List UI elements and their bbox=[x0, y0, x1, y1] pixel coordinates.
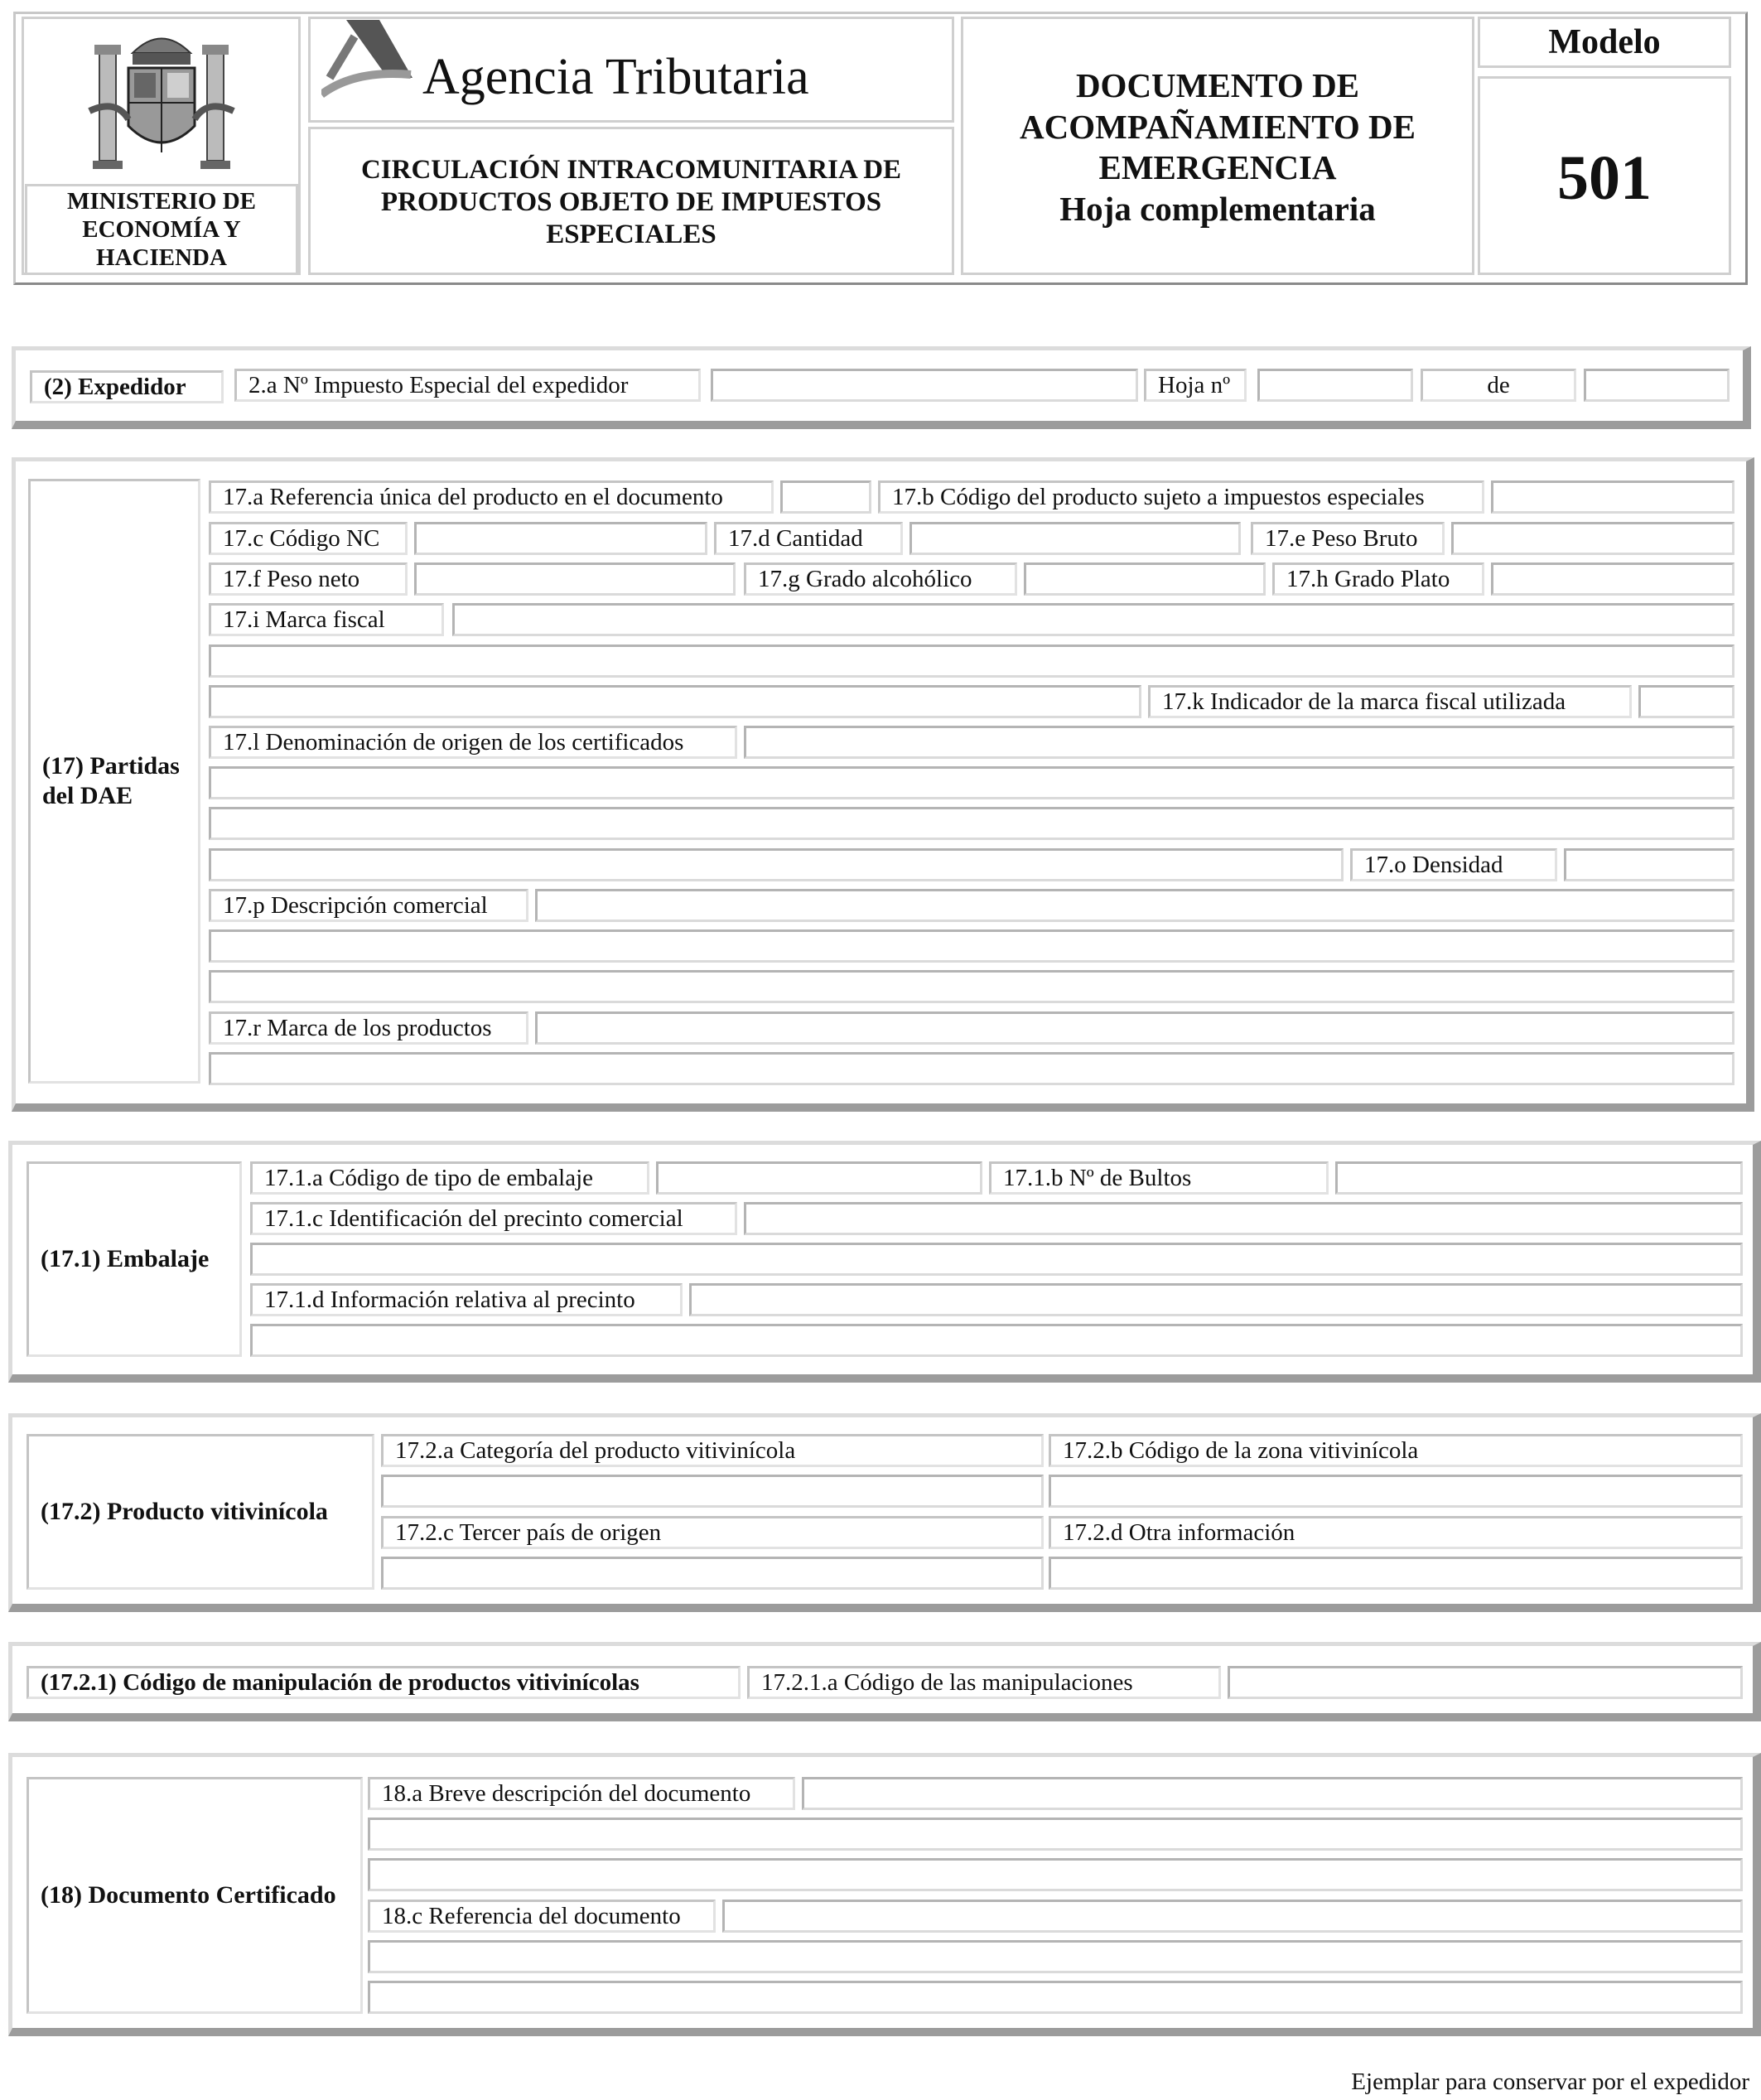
f17k-input[interactable] bbox=[1638, 685, 1734, 718]
subtitle: CIRCULACIÓN INTRACOMUNITARIA DE PRODUCTOS OBJETO DE IMPUESTOS ESPECIALES bbox=[360, 155, 902, 249]
documento-section-label: (18) Documento Certificado bbox=[27, 1777, 363, 2014]
modelo-number: 501 bbox=[1557, 143, 1652, 213]
f18a-input-line2[interactable] bbox=[368, 1818, 1743, 1851]
f17i-input[interactable] bbox=[452, 603, 1734, 636]
f18a-input-line3[interactable] bbox=[368, 1858, 1743, 1891]
f17l-label: 17.l Denominación de origen de los certificados bbox=[209, 726, 737, 759]
f172d-label: 17.2.d Otra información bbox=[1049, 1516, 1743, 1549]
f171b-input[interactable] bbox=[1335, 1161, 1743, 1195]
f17l-input[interactable] bbox=[744, 726, 1734, 759]
modelo-label: Modelo bbox=[1548, 23, 1661, 61]
f171d-input-line2[interactable] bbox=[250, 1324, 1743, 1357]
f171d-label: 17.1.d Información relativa al precinto bbox=[250, 1283, 683, 1316]
f17g-input[interactable] bbox=[1024, 562, 1266, 596]
f171c-label: 17.1.c Identificación del precinto comercial bbox=[250, 1202, 737, 1235]
f17h-input[interactable] bbox=[1491, 562, 1734, 596]
f17g-label: 17.g Grado alcohólico bbox=[744, 562, 1017, 596]
f17i-input-line2[interactable] bbox=[209, 644, 1734, 678]
f18c-label: 18.c Referencia del documento bbox=[368, 1900, 716, 1933]
manipulacion-section-label: (17.2.1) Código de manipulación de productos vitivinícolas bbox=[27, 1666, 741, 1699]
footer-note: Ejemplar para conservar por el expedidor bbox=[1351, 2069, 1749, 2095]
f17r-input[interactable] bbox=[535, 1011, 1734, 1045]
hoja-label: Hoja nº bbox=[1144, 369, 1247, 402]
f17o-input[interactable] bbox=[1564, 848, 1734, 881]
f18c-input[interactable] bbox=[722, 1900, 1743, 1933]
de-input[interactable] bbox=[1584, 369, 1730, 402]
f17p-input-line2[interactable] bbox=[209, 929, 1734, 963]
f17o-label: 17.o Densidad bbox=[1350, 848, 1557, 881]
f171a-input[interactable] bbox=[656, 1161, 982, 1195]
f18a-label: 18.a Breve descripción del documento bbox=[368, 1777, 795, 1810]
f17e-input[interactable] bbox=[1451, 522, 1734, 555]
f17i-label: 17.i Marca fiscal bbox=[209, 603, 444, 636]
agencia-tributaria-logo-icon bbox=[321, 20, 413, 103]
f17p-input-line3[interactable] bbox=[209, 970, 1734, 1003]
f17f-input[interactable] bbox=[414, 562, 736, 596]
f18c-input-line2[interactable] bbox=[368, 1940, 1743, 1973]
f17a-input[interactable] bbox=[780, 480, 871, 514]
f172a-input[interactable] bbox=[381, 1475, 1044, 1508]
f171c-input[interactable] bbox=[744, 1202, 1743, 1235]
f17p-input[interactable] bbox=[535, 889, 1734, 922]
f17b-label: 17.b Código del producto sujeto a impuestos especiales bbox=[878, 480, 1484, 514]
f17c-input[interactable] bbox=[414, 522, 707, 555]
f17r-input-line2[interactable] bbox=[209, 1052, 1734, 1085]
f17d-input[interactable] bbox=[909, 522, 1241, 555]
ministry-name: MINISTERIO DE ECONOMÍA Y HACIENDA bbox=[66, 188, 257, 271]
spain-coat-of-arms-icon bbox=[83, 20, 240, 177]
f17c-label: 17.c Código NC bbox=[209, 522, 408, 555]
f17l-input-line3[interactable] bbox=[209, 807, 1734, 840]
embalaje-section-label: (17.1) Embalaje bbox=[27, 1161, 242, 1357]
f1721a-input[interactable] bbox=[1228, 1666, 1743, 1699]
f172c-input[interactable] bbox=[381, 1557, 1044, 1590]
f18c-input-line3[interactable] bbox=[368, 1981, 1743, 2014]
f17p-label: 17.p Descripción comercial bbox=[209, 889, 528, 922]
f172b-label: 17.2.b Código de la zona vitivinícola bbox=[1049, 1434, 1743, 1467]
f17d-label: 17.d Cantidad bbox=[714, 522, 903, 555]
hoja-input[interactable] bbox=[1257, 369, 1413, 402]
f17i-input-line3[interactable] bbox=[209, 685, 1141, 718]
agency-name: Agencia Tributaria bbox=[422, 49, 809, 105]
f17f-label: 17.f Peso neto bbox=[209, 562, 408, 596]
f17h-label: 17.h Grado Plato bbox=[1272, 562, 1484, 596]
f172b-input[interactable] bbox=[1049, 1475, 1743, 1508]
f2a-label: 2.a Nº Impuesto Especial del expedidor bbox=[234, 369, 701, 402]
f17a-label: 17.a Referencia única del producto en el documento bbox=[209, 480, 774, 514]
f172d-input[interactable] bbox=[1049, 1557, 1743, 1590]
document-title-line3: EMERGENCIA bbox=[1098, 148, 1337, 186]
f171b-label: 17.1.b Nº de Bultos bbox=[989, 1161, 1329, 1195]
document-title-line1: DOCUMENTO DE bbox=[1075, 66, 1360, 104]
partidas-section-label bbox=[28, 479, 200, 1084]
f171a-label: 17.1.a Código de tipo de embalaje bbox=[250, 1161, 649, 1195]
f171c-input-line2[interactable] bbox=[250, 1243, 1743, 1276]
f17e-label: 17.e Peso Bruto bbox=[1251, 522, 1445, 555]
document-title-line2: ACOMPAÑAMIENTO DE bbox=[1020, 108, 1416, 146]
partidas-section-line1: (17) Partidas bbox=[42, 752, 180, 780]
partidas-section-line2: del DAE bbox=[42, 782, 133, 809]
f18a-input[interactable] bbox=[802, 1777, 1743, 1810]
f17r-label: 17.r Marca de los productos bbox=[209, 1011, 528, 1045]
f17b-input[interactable] bbox=[1491, 480, 1734, 514]
f172c-label: 17.2.c Tercer país de origen bbox=[381, 1516, 1044, 1549]
f172a-label: 17.2.a Categoría del producto vitivinícola bbox=[381, 1434, 1044, 1467]
f17n-input[interactable] bbox=[209, 848, 1344, 881]
document-title-line4: Hoja complementaria bbox=[1059, 190, 1376, 228]
expedidor-section-label: (2) Expedidor bbox=[30, 370, 224, 403]
f2a-input[interactable] bbox=[711, 369, 1138, 402]
f17l-input-line2[interactable] bbox=[209, 766, 1734, 799]
vitivinicola-section-label: (17.2) Producto vitivinícola bbox=[27, 1434, 374, 1590]
de-label: de bbox=[1421, 369, 1576, 402]
f17k-label: 17.k Indicador de la marca fiscal utilizada bbox=[1148, 685, 1632, 718]
f1721a-label: 17.2.1.a Código de las manipulaciones bbox=[747, 1666, 1221, 1699]
f171d-input[interactable] bbox=[689, 1283, 1743, 1316]
